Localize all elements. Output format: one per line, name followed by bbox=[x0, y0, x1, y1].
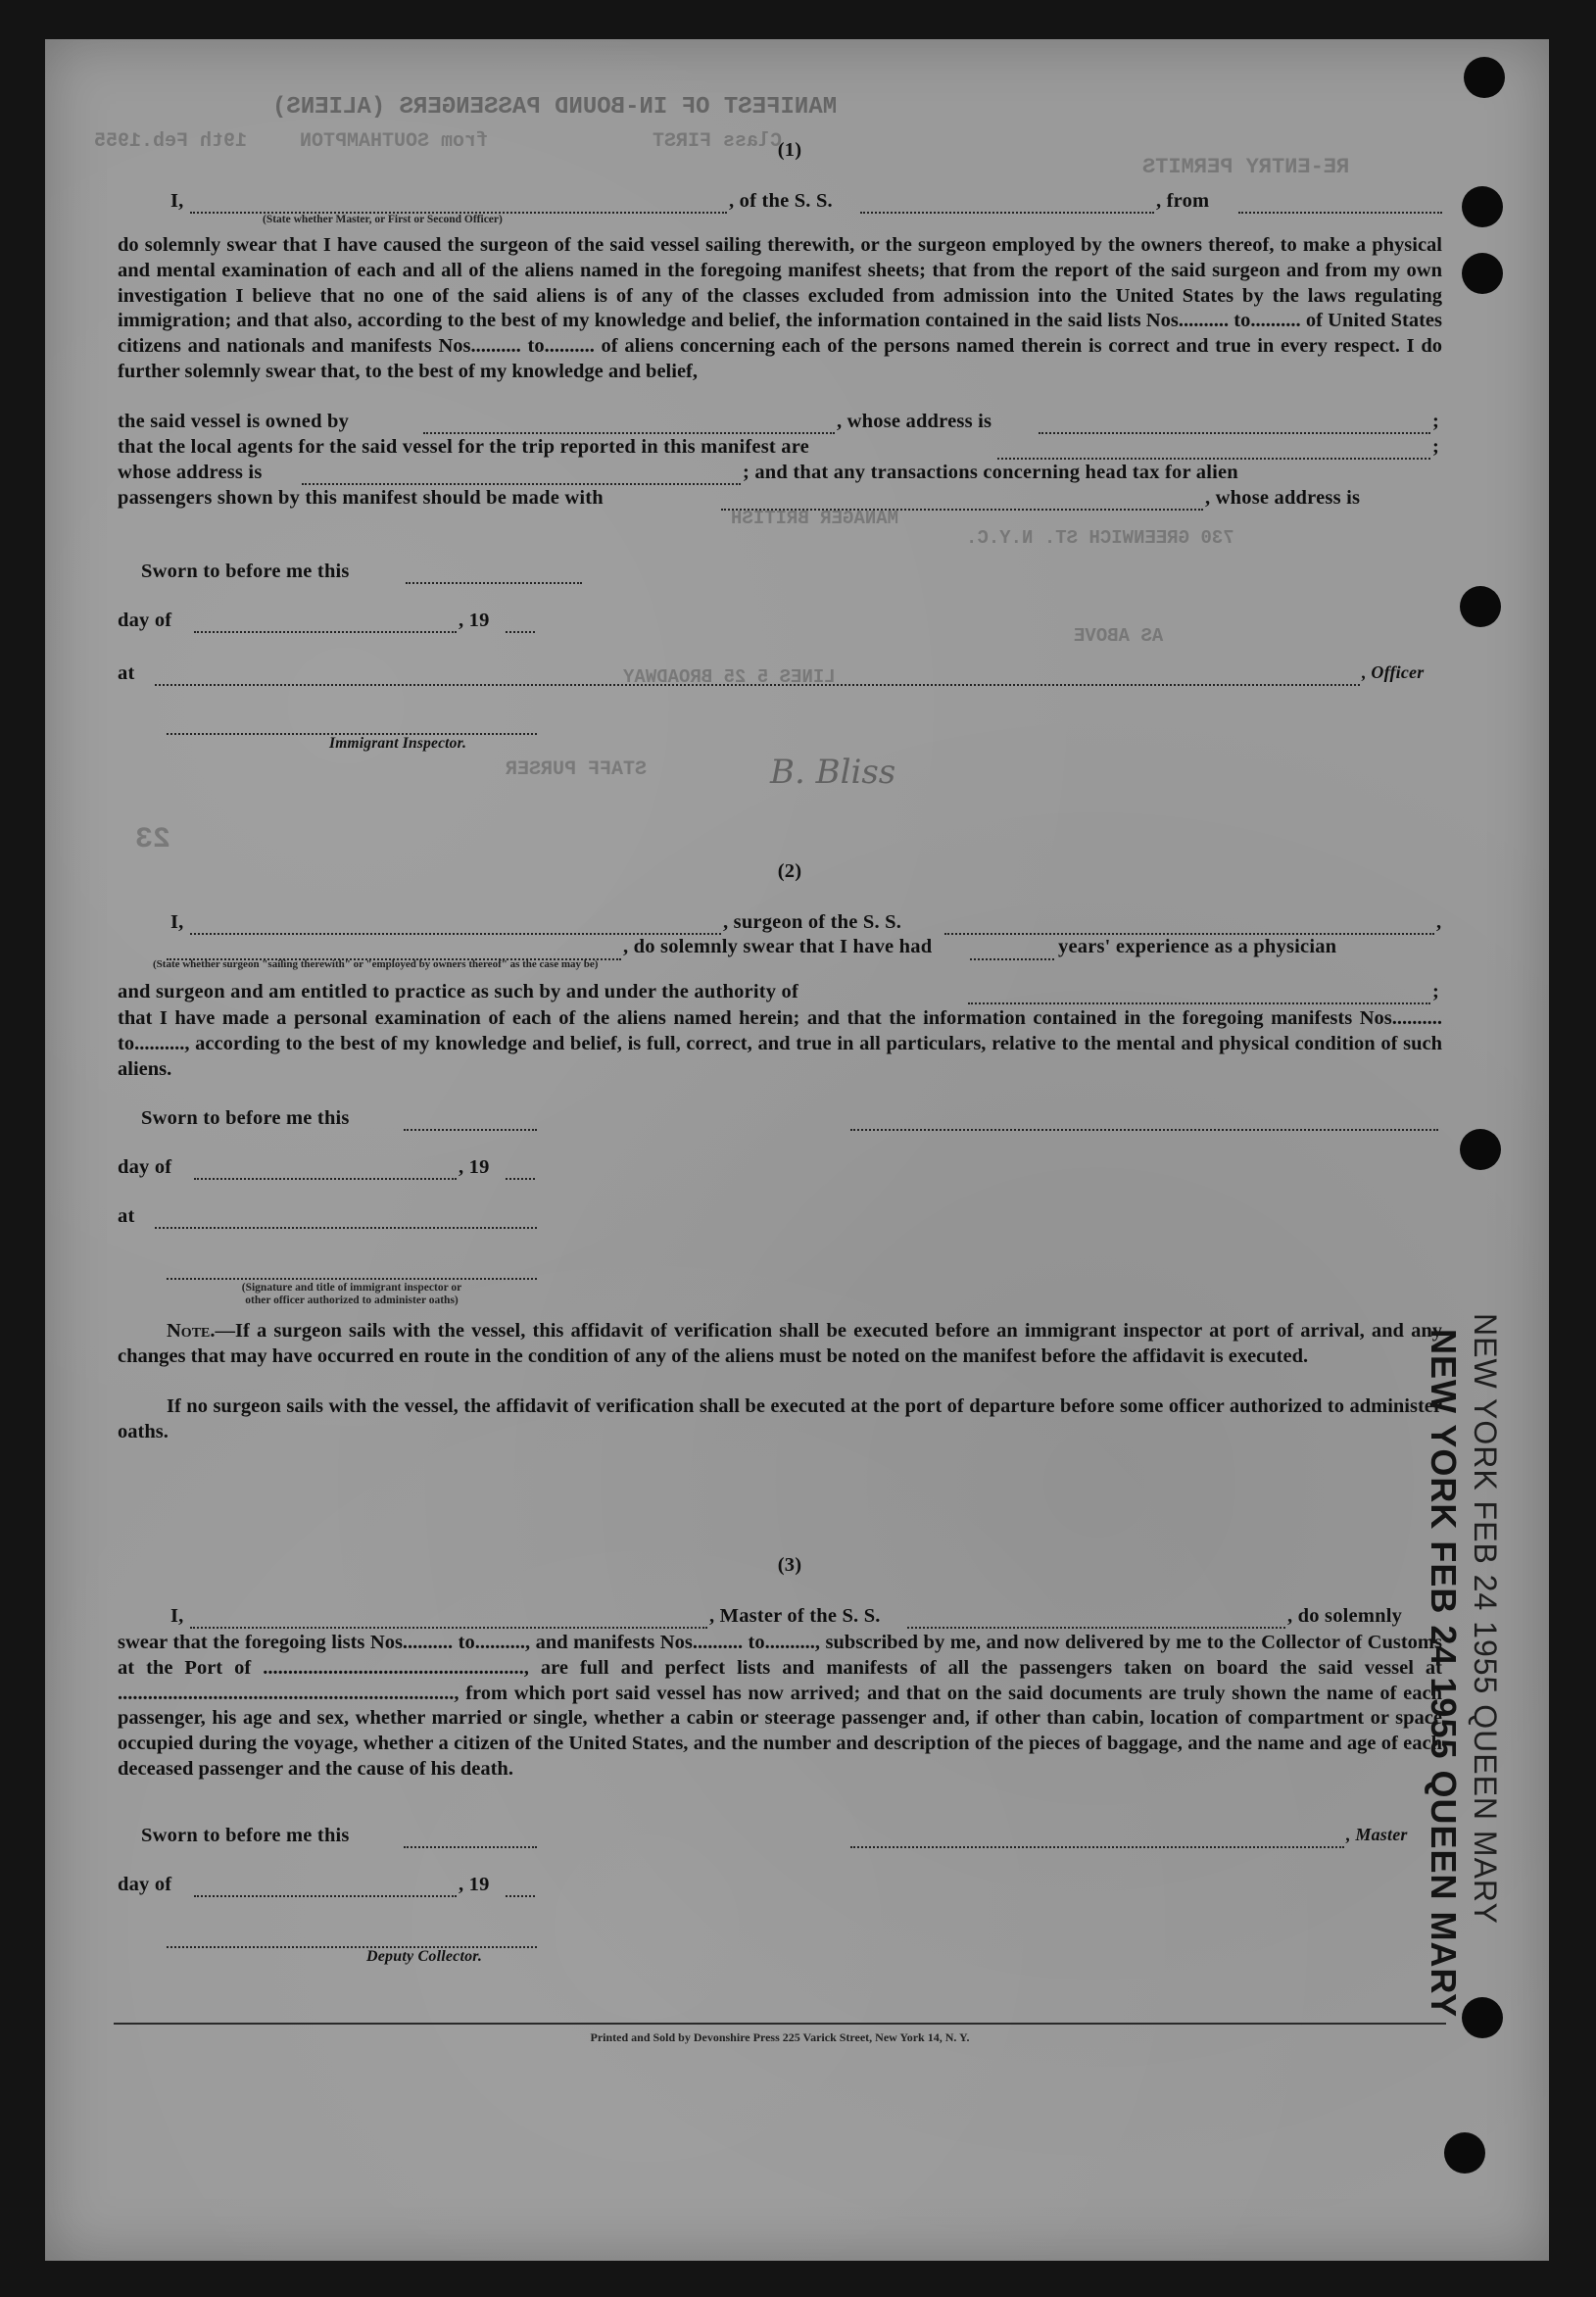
binder-hole-1 bbox=[1464, 57, 1505, 98]
s1-agents-address-line bbox=[302, 483, 741, 485]
s2-authority-line bbox=[968, 1002, 1430, 1004]
s2-note-1 bbox=[118, 1319, 1442, 1370]
note-text-1: —If a surgeon sails with the vessel, this affidavit of verification shall be executed before an immigrant inspector at port of arrival, and any changes that may have occurred en route in the condition of any of the aliens must be noted on the manifest before the affidavit is executed. bbox=[118, 1320, 1442, 1367]
s3-day-line bbox=[194, 1895, 457, 1897]
s2-paragraph: that I have made a personal examination of each of the aliens named herein; and that the information contained in the foregoing manifests Nos.......... to.........., according to the best of my knowledge and belief, is full, correct, and true in all particulars, relative to the mental and physical condition of such aliens. bbox=[118, 1007, 1442, 1080]
s3-master-label: , Master bbox=[1346, 1825, 1408, 1844]
s1-caption: (State whether Master, or First or Second Officer) bbox=[263, 214, 503, 225]
s2-years: years' experience as a physician bbox=[1058, 936, 1337, 957]
binder-hole-6 bbox=[1462, 1997, 1503, 2038]
arrival-stamp-light: NEW YORK FEB 24 1955 QUEEN MARY bbox=[1468, 1313, 1503, 1925]
s3-paragraph: swear that the foregoing lists Nos.......... to.........., and manifests Nos.......... to.........., subscribed by me, and now delivered by me to the Collector of Customs at the Port of ...................................................., are full and perfect lists and manifests of all the passengers taken on board the said vessel at ..................................................................., from which port said vessel has now arrived; and that on the said documents are truly shown the name of each passenger, his age and sex, whether married or single, whether a cabin or steerage passenger and, if other than cabin, location of compartment or space occupied during the voyage, whether a citizen of the United States, and the number and description of the pieces of baggage, and the name and age of each deceased passenger and the cause of his death. bbox=[118, 1632, 1442, 1780]
s2-semicolon: ; bbox=[1432, 981, 1440, 1002]
note-label: Note. bbox=[167, 1320, 216, 1342]
signature-text: B. Bliss bbox=[770, 753, 896, 792]
note-text-2: If no surgeon sails with the vessel, the affidavit of verification shall be executed at the port of departure before some officer authorized to administer oaths. bbox=[118, 1395, 1442, 1442]
s2-authority: and surgeon and am entitled to practice as such by and under the authority of bbox=[118, 981, 798, 1002]
s1-from: , from bbox=[1156, 190, 1210, 212]
s1-owner-address-line bbox=[1039, 432, 1430, 434]
s2-i: I, bbox=[170, 911, 184, 933]
header-title: MANIFEST OF IN-BOUND PASSENGERS (ALIENS) bbox=[272, 94, 838, 121]
binder-hole-7 bbox=[1444, 2132, 1485, 2174]
s1-at-line bbox=[155, 684, 1360, 686]
s2-surgeon-name-line bbox=[190, 933, 721, 935]
s3-nineteen: , 19 bbox=[459, 1874, 490, 1895]
s1-semicolon-1: ; bbox=[1432, 411, 1440, 432]
s1-inspector-label: Immigrant Inspector. bbox=[329, 735, 467, 752]
ghost-typed-2: 730 GREENWICH ST. N.Y.C. bbox=[966, 527, 1234, 549]
s1-nineteen: , 19 bbox=[459, 610, 490, 631]
s2-officer-line bbox=[167, 1278, 537, 1280]
binder-hole-5 bbox=[1460, 1129, 1501, 1170]
s1-at: at bbox=[118, 662, 135, 684]
s3-sworn-line bbox=[404, 1846, 537, 1848]
s1-year-line bbox=[506, 631, 535, 633]
s1-owned-by: the said vessel is owned by bbox=[118, 411, 350, 432]
s1-sworn-line bbox=[406, 582, 582, 584]
s2-sig-caption-1: (Signature and title of immigrant inspector or bbox=[241, 1282, 462, 1294]
s2-years-line bbox=[970, 958, 1054, 960]
s2-at-line bbox=[155, 1227, 537, 1229]
arrival-stamp-bold: NEW YORK FEB 24 1955 QUEEN MARY bbox=[1424, 1329, 1464, 2019]
s1-sworn: Sworn to before me this bbox=[141, 561, 350, 582]
s1-agents: that the local agents for the said vessel for the trip reported in this manifest are bbox=[118, 436, 809, 458]
s2-sworn: Sworn to before me this bbox=[141, 1107, 350, 1129]
s3-sworn: Sworn to before me this bbox=[141, 1825, 350, 1846]
s2-swear: , do solemnly swear that I have had bbox=[623, 936, 933, 957]
s2-comma: , bbox=[1436, 911, 1442, 933]
s1-head-tax: ; and that any transactions concerning head tax for alien bbox=[743, 462, 1238, 483]
s2-year-line bbox=[506, 1178, 535, 1180]
s1-owner-address: , whose address is bbox=[837, 411, 992, 432]
header-right-sub: RE-ENTRY PERMITS bbox=[1142, 155, 1350, 179]
s3-solemnly: , do solemnly bbox=[1287, 1605, 1403, 1627]
s1-from-line bbox=[1238, 212, 1442, 214]
s1-oath-paragraph: do solemnly swear that I have caused the surgeon of the said vessel sailing therewith, or the surgeon employed by the owners thereof, to make a physical and mental examination of each and all of the aliens named in the foregoing manifest sheets; that from the report of the said surgeon and from my own investigation I believe that no one of the said aliens is of any of the classes excluded from admission into the United States by the laws regulating immigration; and that also, according to the best of my knowledge and belief, the information contained in the said lists Nos.......... to.......... of United States citizens and nationals and manifests Nos.......... to.......... of aliens concerning each of the persons named therein is correct and true in every respect. I do further solemnly swear that, to the best of my knowledge and belief, bbox=[118, 234, 1442, 382]
section-3-number: (3) bbox=[777, 1554, 802, 1576]
s2-note-2 bbox=[118, 1394, 1442, 1445]
s1-whose-address: , whose address is bbox=[1205, 487, 1361, 509]
s1-officer: , Officer bbox=[1362, 662, 1425, 682]
printer-footer: Printed and Sold by Devonshire Press 225 Varick Street, New York 14, N. Y. bbox=[590, 2030, 970, 2044]
s2-nineteen: , 19 bbox=[459, 1156, 490, 1178]
header-class: Class FIRST bbox=[653, 130, 783, 153]
ghost-typed-3: AS ABOVE bbox=[1074, 625, 1164, 647]
s2-caption: (State whether surgeon "sailing therewith" or "employed by owners thereof" as the case may be) bbox=[153, 958, 599, 970]
s1-owner-line bbox=[423, 432, 835, 434]
s2-day-of: day of bbox=[118, 1156, 172, 1178]
s1-of-ss: , of the S. S. bbox=[729, 190, 833, 212]
s2-at: at bbox=[118, 1205, 135, 1227]
s1-ship-line bbox=[860, 212, 1154, 214]
s1-i: I, bbox=[170, 190, 184, 212]
ghost-typed-4: LINES 5 25 BROADWAY bbox=[623, 666, 836, 688]
header-date: 19th Feb.1955 bbox=[94, 130, 248, 153]
handwritten-number: 23 bbox=[135, 823, 171, 856]
s2-day-line bbox=[194, 1178, 457, 1180]
s3-ship-line bbox=[907, 1627, 1285, 1629]
manifest-page bbox=[45, 39, 1549, 2261]
s3-deputy-label: Deputy Collector. bbox=[366, 1948, 483, 1965]
s1-agents-address: whose address is bbox=[118, 462, 263, 483]
ghost-typed-1: MANAGER BRITISH bbox=[731, 508, 899, 529]
s1-semicolon-2: ; bbox=[1432, 436, 1440, 458]
s2-sig-caption-2: other officer authorized to administer oaths) bbox=[245, 1295, 459, 1306]
s1-passengers-with: passengers shown by this manifest should be made with bbox=[118, 487, 604, 509]
s3-master-signature-line bbox=[850, 1846, 1344, 1848]
binder-hole-4 bbox=[1460, 586, 1501, 627]
s1-day-of: day of bbox=[118, 610, 172, 631]
s2-sworn-line bbox=[404, 1129, 537, 1131]
s3-i: I, bbox=[170, 1605, 184, 1627]
section-2-number: (2) bbox=[777, 860, 802, 882]
s2-signature-line bbox=[850, 1129, 1438, 1131]
footer-rule bbox=[114, 2023, 1446, 2025]
s2-ship-line bbox=[944, 933, 1434, 935]
s3-year-line bbox=[506, 1895, 535, 1897]
section-1-number: (1) bbox=[777, 139, 802, 161]
s2-surgeon-of: , surgeon of the S. S. bbox=[723, 911, 902, 933]
binder-hole-3 bbox=[1462, 253, 1503, 294]
header-from: from SOUTHAMPTON bbox=[300, 130, 489, 153]
s3-day-of: day of bbox=[118, 1874, 172, 1895]
s1-agents-line bbox=[997, 458, 1430, 460]
s1-day-line bbox=[194, 631, 457, 633]
purser-signature bbox=[770, 753, 895, 792]
binder-hole-2 bbox=[1462, 186, 1503, 227]
s3-master-line bbox=[190, 1627, 707, 1629]
staff-purser: STAFF PURSER bbox=[506, 758, 648, 781]
s3-master-of: , Master of the S. S. bbox=[709, 1605, 881, 1627]
